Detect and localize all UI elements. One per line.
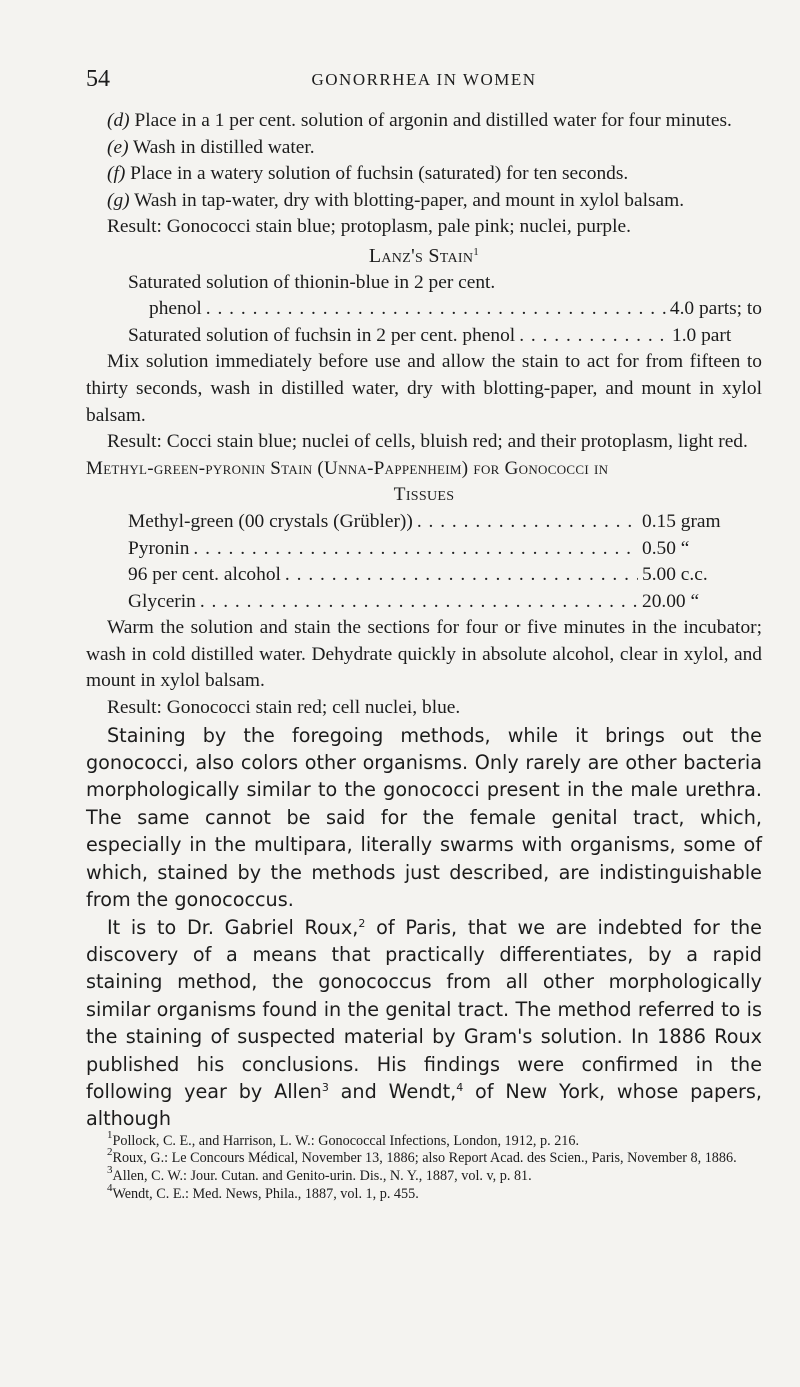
lanz-line-2: phenol . . . 4.0 parts; to	[128, 296, 762, 323]
page-number: 54	[86, 66, 110, 92]
footnote: $^3$Allen, C. W.: Jour. Cutan. and Genito-urin. Dis., N. Y., 1887, vol. v, p. 81.	[107, 1163, 532, 1184]
footnote-ref: 4	[456, 1080, 464, 1094]
step-d: (d) Place in a 1 per cent. solution of argonin and distilled water for four minutes.	[107, 110, 732, 131]
methyl-instructions: Warm the solution and stain the sections for four or five minutes in the incubator; wash in cold distilled water. Dehydrate quickly in absolute alcohol, clear in xylol, and mount in xylol balsam.	[86, 617, 762, 692]
ingredient-row: Pyronin . . . 0.50 “	[128, 536, 762, 563]
footnote: $^4$Wendt, C. E.: Med. News, Phila., 1887, vol. 1, p. 455.	[107, 1181, 419, 1202]
footnote: $^1$Pollock, C. E., and Harrison, L. W.: Gonococcal Infections, London, 1912, p. 216.	[107, 1128, 580, 1149]
lanz-heading: Lanz's Stain$^1$	[368, 244, 480, 267]
methyl-heading: Methyl-green-pyronin Stain (Unna-Pappenheim) for Gonococci in	[86, 457, 609, 479]
footnote-ref: 2	[358, 916, 366, 930]
lanz-instructions: Mix solution immediately before use and allow the stain to act for from fifteen to thirty seconds, wash in distilled water, dry with blotting-paper, and mount in xylol balsam.	[86, 351, 762, 426]
methyl-heading-line-2: Tissues	[393, 484, 455, 506]
methyl-result: Result: Gonococci stain red; cell nuclei, blue.	[107, 697, 461, 719]
lanz-recipe	[86, 270, 762, 350]
main-text	[86, 722, 762, 1133]
footnotes	[86, 1128, 762, 1203]
result-first: Result: Gonococci stain blue; protoplasm, pale pink; nuclei, purple.	[107, 216, 631, 238]
running-title: GONORRHEA IN WOMEN	[311, 70, 537, 89]
lanz-line-1: Saturated solution of thionin-blue in 2 per cent.	[128, 271, 496, 293]
paragraph-roux: It is to Dr. Gabriel Roux,$^2$ of Paris, that we are indebted for the discovery of a means that practically differentiates, by a rapid staining method, the gonococcus from all other morphologically similar organisms found in the genital tract. The method referred to is the staining of suspected material by Gram's solution. In 1886 Roux published his conclusions. His findings were confirmed in the following year by Allen$^3$ and Wendt,$^4$ of New York, whose papers, although	[86, 915, 763, 1131]
page-header	[86, 66, 762, 94]
step-e: (e) Wash in distilled water.	[107, 136, 315, 158]
step-f: (f) Place in a watery solution of fuchsin (saturated) for ten seconds.	[107, 163, 629, 185]
page-body	[86, 108, 762, 1203]
footnote-ref: 3	[321, 1080, 329, 1094]
lanz-result: Result: Cocci stain blue; nuclei of cells, bluish red; and their protoplasm, light red.	[107, 431, 748, 453]
footnote: $^2$Roux, G.: Le Concours Médical, November 13, 1886; also Report Acad. des Scien., Paris, November 8, 1886.	[107, 1146, 737, 1167]
methyl-recipe	[86, 509, 762, 615]
step-g: (g) Wash in tap-water, dry with blotting-paper, and mount in xylol balsam.	[107, 189, 685, 211]
ingredient-row: Glycerin . . . 20.00 “	[128, 589, 762, 616]
ingredient-row: 96 per cent. alcohol . . . 5.00 c.c.	[128, 562, 762, 589]
paragraph-staining: Staining by the foregoing methods, while it brings out the gonococci, also colors other organisms. Only rarely are other bacteria morphologically similar to the gonococci present in the male urethra. The same cannot be said for the female genital tract, which, especially in the multipara, literally swarms with organisms, some of which, stained by the methods just described, are indistinguishable from the gonococcus.	[86, 723, 762, 912]
lanz-line-3: Saturated solution of fuchsin in 2 per cent. phenol . . . 1.0 part	[128, 323, 762, 350]
ingredient-row: Methyl-green (00 crystals (Grübler)) . . . 0.15 gram	[128, 509, 762, 536]
footnote-ref: 1	[473, 245, 480, 258]
